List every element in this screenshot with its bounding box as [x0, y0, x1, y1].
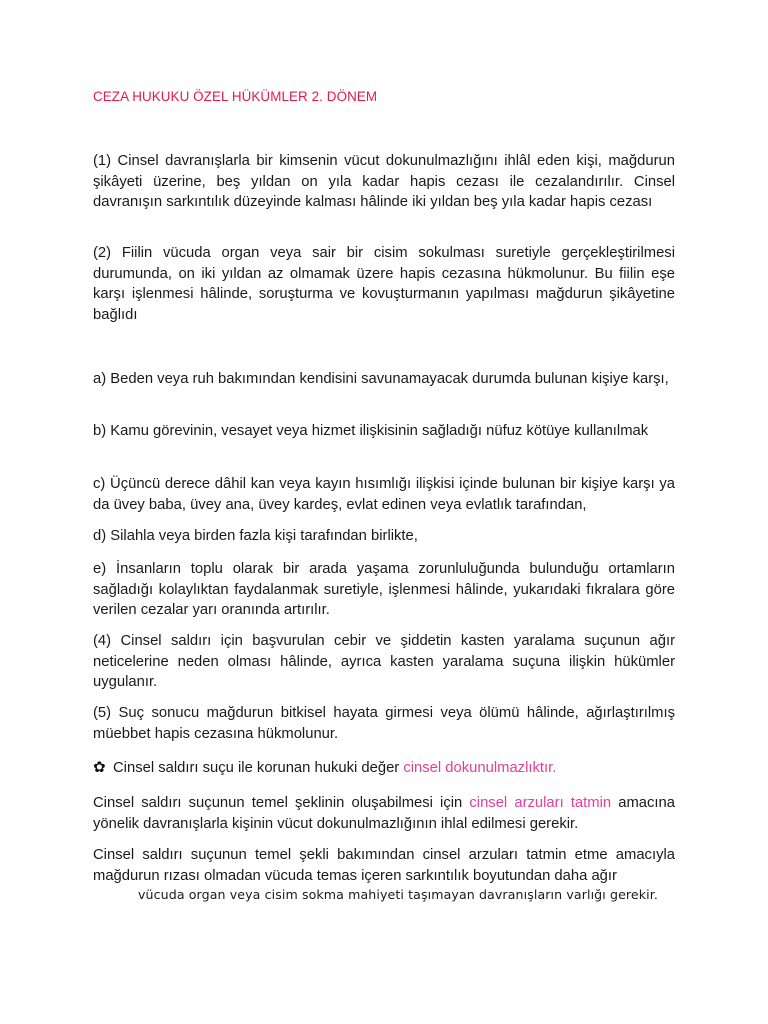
- paragraph-basic-form: Cinsel saldırı suçunun temel şekli bakımından cinsel arzuları tatmin etme amacıyla mağdurun rızası olmadan vücuda temas içeren sarkıntılık boyutundan daha ağır: [93, 847, 675, 884]
- note-text: Cinsel saldırı suçu ile korunan hukuki değer: [113, 760, 404, 776]
- document-title: CEZA HUKUKU ÖZEL HÜKÜMLER 2. DÖNEM: [93, 89, 378, 104]
- paragraph-item-d: d) Silahla veya birden fazla kişi tarafından birlikte,: [93, 528, 418, 544]
- flower-bullet-icon: ✿: [93, 759, 106, 776]
- paragraph-1: (1) Cinsel davranışlarla bir kimsenin vücut dokunulmazlığını ihlâl eden kişi, mağdurun şikâyeti üzerine, beş yıldan on yıla kadar hapis cezası ile cezalandırılır. Cinsel davranışın sarkıntılık düzeyinde kalması hâlinde iki yıldan beş yıla kadar hapis cezası: [93, 153, 675, 210]
- desire-text-suffix: amacına yönelik davranışlarla kişinin vücut dokunulmazlığının ihlal edilmesi gerekir.: [93, 795, 675, 832]
- paragraph-item-a: a) Beden veya ruh bakımından kendisini savunamayacak durumda bulunan kişiye karşı,: [93, 371, 669, 387]
- desire-highlight: cinsel arzuları tatmin: [469, 795, 612, 811]
- paragraph-item-b: b) Kamu görevinin, vesayet veya hizmet ilişkisinin sağladığı nüfuz kötüye kullanılmak: [93, 423, 649, 439]
- paragraph-basic-form-continuation: vücuda organ veya cisim sokma mahiyeti taşımayan davranışların varlığı gerekir.: [138, 887, 658, 902]
- note-highlight: cinsel dokunulmazlıktır.: [403, 760, 557, 776]
- paragraph-desire: [93, 793, 675, 834]
- paragraph-5: (5) Suç sonucu mağdurun bitkisel hayata girmesi veya ölümü hâlinde, ağırlaştırılmış müebbet hapis cezasına hükmolunur.: [93, 705, 675, 742]
- desire-text-prefix: Cinsel saldırı suçunun temel şeklinin oluşabilmesi için: [93, 795, 470, 811]
- paragraph-item-c: c) Üçüncü derece dâhil kan veya kayın hısımlığı ilişkisi içinde bulunan bir kişiye karşı ya da üvey baba, üvey ana, üvey kardeş, evlat edinen veya evlatlık tarafından,: [93, 476, 675, 513]
- paragraph-2: (2) Fiilin vücuda organ veya sair bir cisim sokulması suretiyle gerçekleştirilmesi durumunda, on iki yıldan az olmamak üzere hapis cezasına hükmolunur. Bu fiilin eşe karşı işlenmesi hâlinde, soruşturma ve kovuşturmanın yapılması mağdurun şikâyetine bağlıdı: [93, 245, 675, 323]
- paragraph-4: (4) Cinsel saldırı için başvurulan cebir ve şiddetin kasten yaralama suçunun ağır neticelerine neden olması hâlinde, ayrıca kasten yaralama suçuna ilişkin hükümler uygulanır.: [93, 633, 675, 690]
- paragraph-item-e: e) İnsanların toplu olarak bir arada yaşama zorunluluğunda bulunduğu ortamların sağladığı kolaylıktan faydalanmak suretiyle, işlenmesi hâlinde, yukarıdaki fıkralara göre verilen cezalar yarı oranında artırılır.: [93, 561, 675, 618]
- protected-value-note: [93, 758, 675, 779]
